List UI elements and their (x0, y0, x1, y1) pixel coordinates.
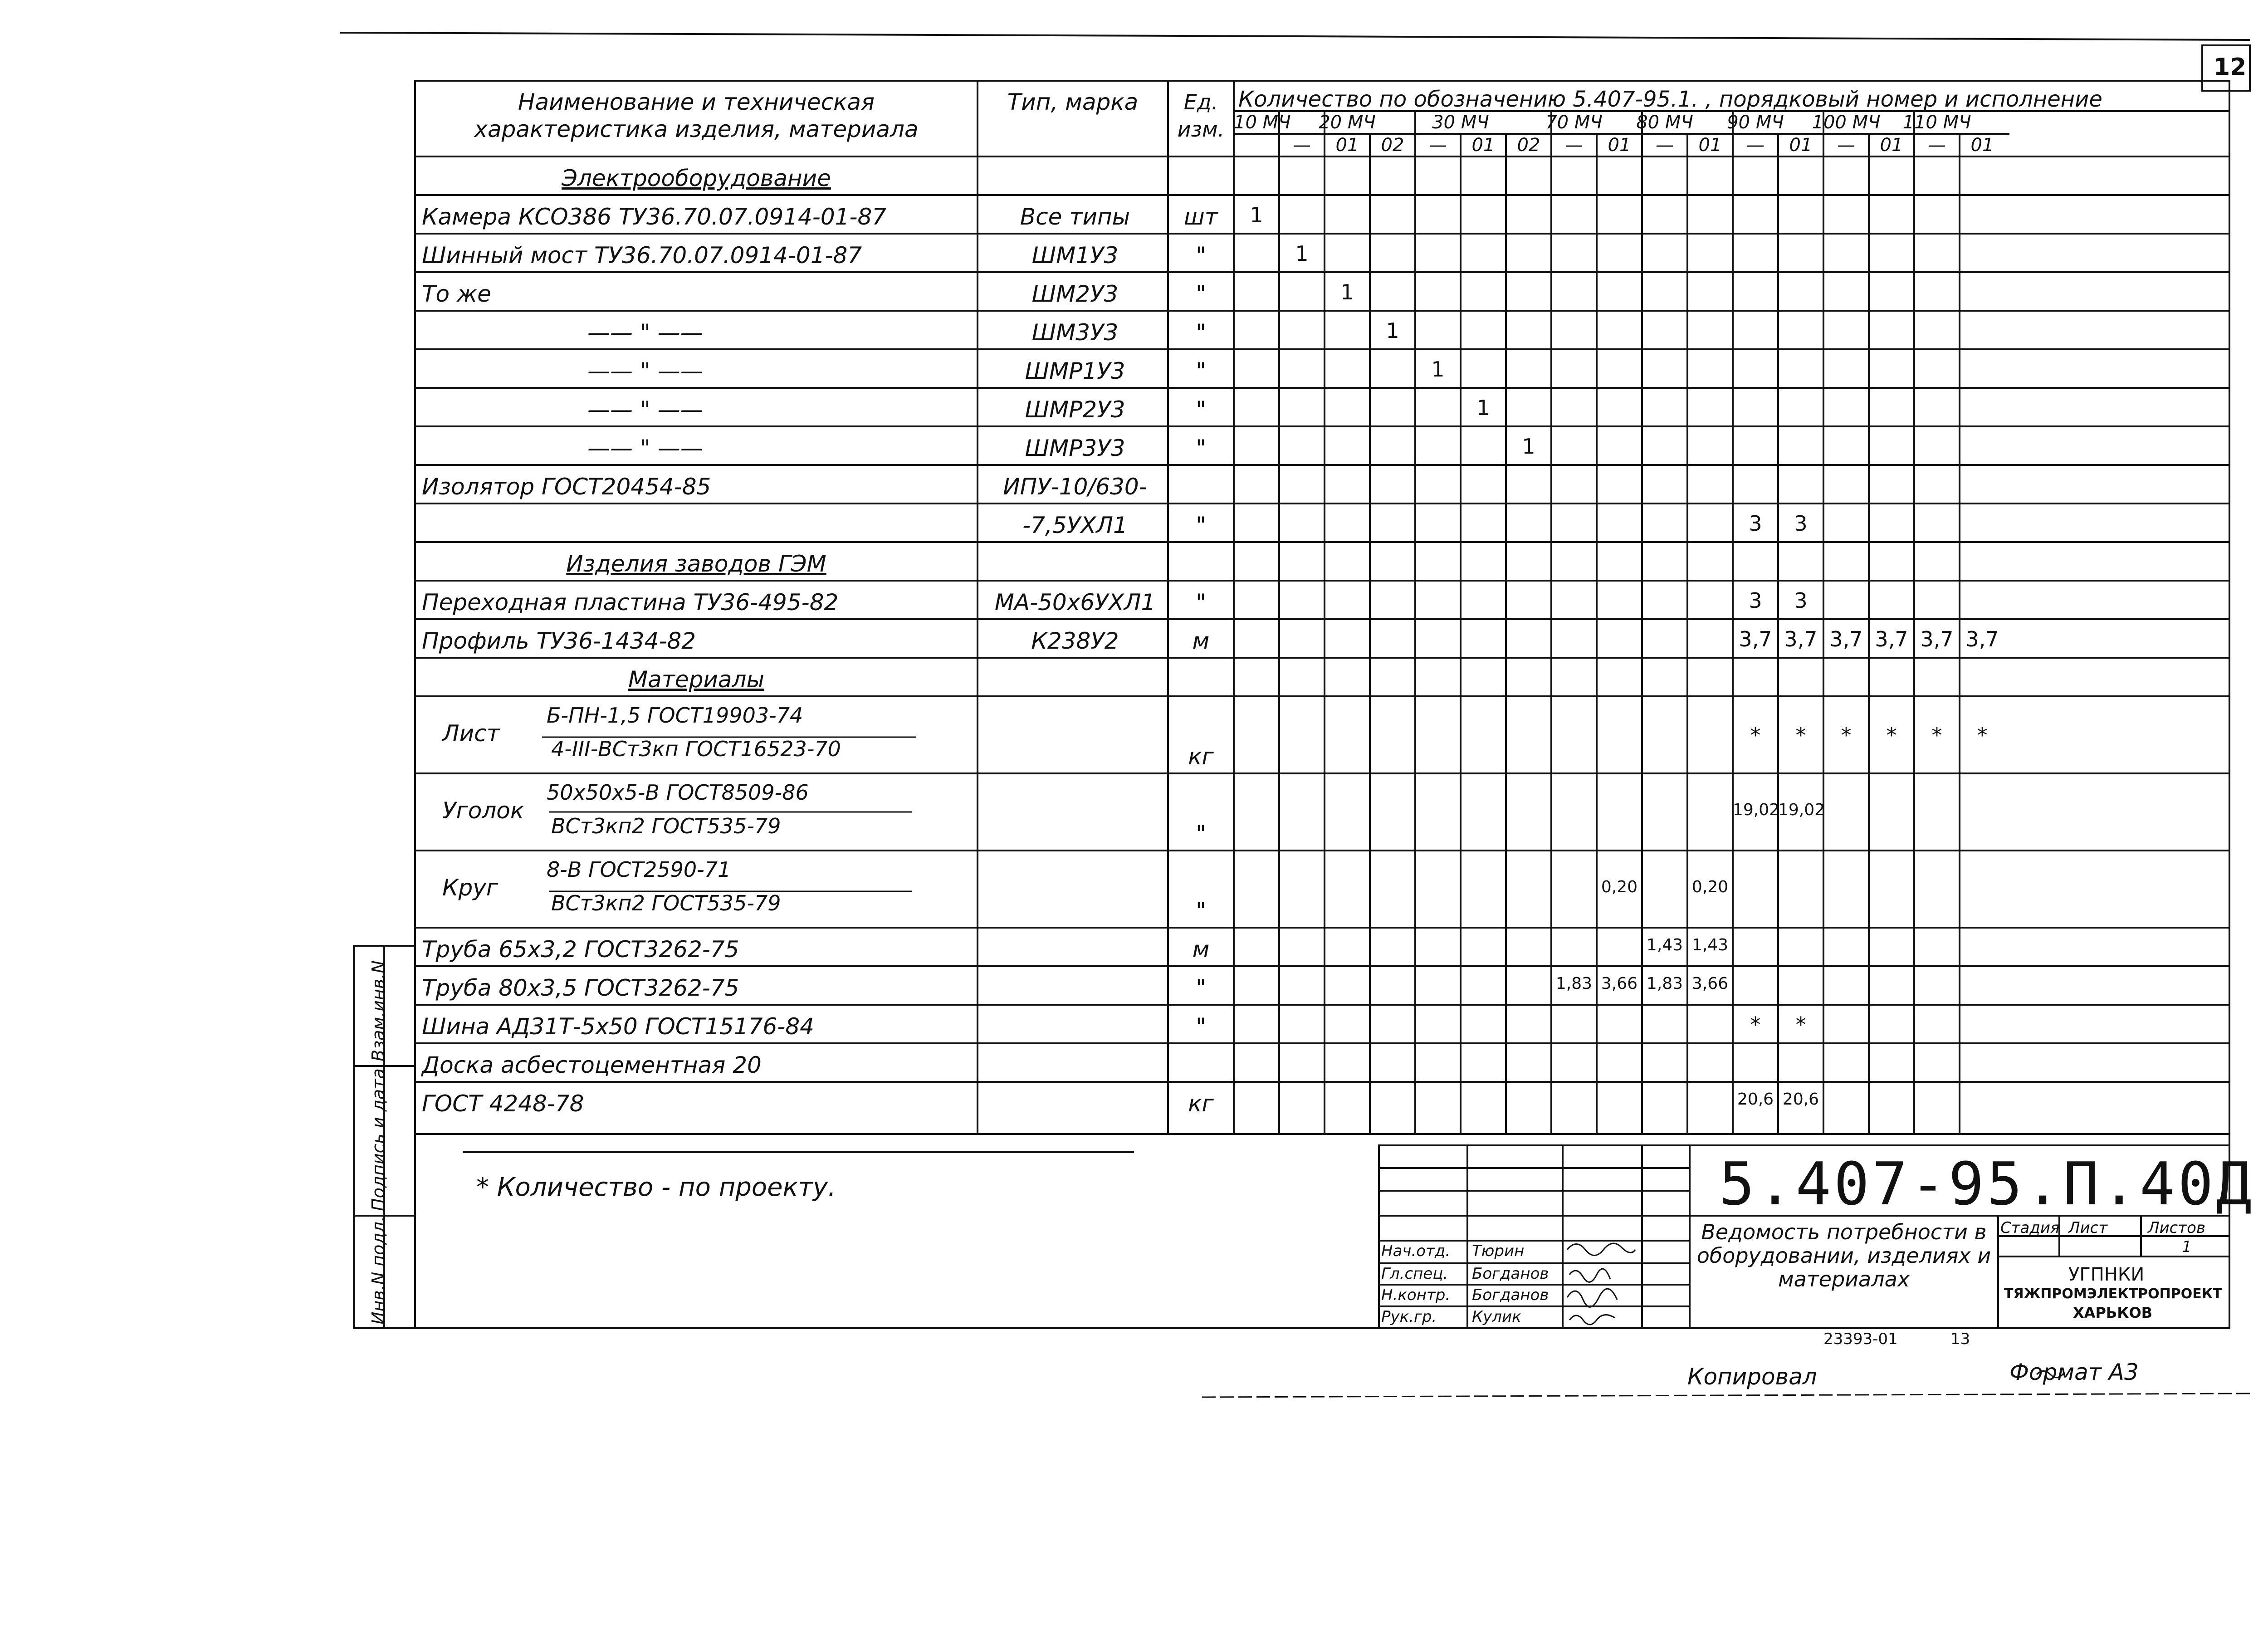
table-row (415, 388, 2229, 426)
item-name: Шина АД31Т-5х50 ГОСТ15176-84 (422, 1013, 814, 1040)
item-name: Лист (442, 720, 500, 747)
item-name: Изолятор ГОСТ20454-85 (422, 474, 711, 500)
side-label-inventory: Инв.N подл. (368, 1216, 388, 1325)
item-unit: " (1196, 281, 1206, 307)
quantity-cell: 20,6 (1737, 1090, 1774, 1109)
item-unit: " (1196, 975, 1206, 1001)
table-row (415, 581, 2229, 619)
table-row (415, 426, 2229, 465)
quantity-cell: 3,7 (1784, 626, 1818, 651)
item-unit: кг (1188, 1090, 1214, 1117)
table-row (415, 658, 2229, 696)
item-unit: " (1196, 1013, 1206, 1040)
item-name: Труба 80х3,5 ГОСТ3262-75 (422, 975, 739, 1001)
table-row (415, 349, 2229, 388)
item-unit: " (1196, 512, 1206, 538)
quantity-cell: 3,7 (1829, 626, 1863, 651)
item-spec-top: Б-ПН-1,5 ГОСТ19903-74 (547, 703, 803, 728)
item-name: Уголок (442, 797, 524, 824)
item-unit: " (1196, 242, 1206, 269)
variant-label: 01 (1970, 135, 1994, 156)
quantity-cell: 3,66 (1691, 974, 1729, 993)
quantity-cell: 1 (1431, 357, 1445, 381)
org-line-3: ХАРЬКОВ (2073, 1304, 2153, 1321)
item-spec-bottom: ВСт3кп2 ГОСТ535-79 (551, 814, 781, 838)
item-spec-top: 50х50х5-В ГОСТ8509-86 (547, 780, 809, 805)
variant-label: — (1293, 135, 1311, 156)
table-row (415, 1082, 2229, 1120)
side-label-replace: Взам.инв.N (368, 960, 388, 1061)
item-type: ШМР3У3 (1025, 435, 1125, 461)
item-name: Переходная пластина ТУ36-495-82 (422, 589, 839, 616)
staff-role: Нач.отд. (1381, 1242, 1451, 1260)
table-row (415, 773, 2229, 851)
item-unit: " (1196, 358, 1206, 384)
staff-name: Кулик (1472, 1308, 1521, 1326)
document-title: Ведомость потребности в оборудовании, изделиях и материалах (1696, 1220, 1991, 1291)
item-type: -7,5УХЛ1 (1022, 512, 1128, 538)
variant-label: — (1928, 135, 1946, 156)
item-type: К238У2 (1031, 628, 1119, 654)
quantity-cell: 20,6 (1782, 1090, 1819, 1109)
section-heading: Материалы (628, 666, 764, 693)
variant-label: — (1429, 135, 1447, 156)
item-spec-bottom: ВСт3кп2 ГОСТ535-79 (551, 891, 781, 915)
ditto-mark: —— " —— (587, 396, 703, 423)
org-line-1: УГПНКИ (2068, 1264, 2145, 1285)
item-type: ШМР2У3 (1025, 396, 1125, 423)
item-type: ШМ3У3 (1031, 319, 1119, 346)
format-label: Формат А3 (2009, 1359, 2139, 1385)
quantity-cell: 3,7 (1875, 626, 1908, 651)
variant-label: 02 (1517, 135, 1540, 156)
quantity-cell: 1 (1340, 279, 1354, 304)
variant-label: 01 (1608, 135, 1631, 156)
quantity-cell: * (1841, 723, 1852, 748)
quantity-cell: * (1750, 1012, 1761, 1037)
stage-label: Стадия (2000, 1219, 2060, 1237)
quantity-cell: 1,83 (1555, 974, 1593, 993)
item-unit: " (1196, 396, 1206, 423)
variant-label: — (1656, 135, 1674, 156)
table-row (415, 696, 2229, 773)
item-name: Доска асбестоцементная 20 (422, 1052, 762, 1078)
item-unit: " (1196, 821, 1206, 847)
quantity-cell: 1 (1476, 395, 1490, 420)
variant-label: 01 (1698, 135, 1722, 156)
item-unit: кг (1188, 743, 1214, 770)
variant-label: 01 (1789, 135, 1813, 156)
quantity-cell: 3,7 (1965, 626, 1999, 651)
table-row (415, 311, 2229, 349)
variant-label: — (1746, 135, 1765, 156)
designation: 5.407-95.П.40Д (1719, 1149, 2254, 1218)
item-type: ШМ2У3 (1031, 281, 1119, 307)
quantity-cell: * (1795, 723, 1806, 748)
org-line-2: ТЯЖПРОМЭЛЕКТРОПРОЕКТ (2004, 1286, 2222, 1302)
item-type: Все типы (1020, 204, 1130, 230)
quantity-cell: 1,43 (1646, 935, 1683, 954)
item-type: ШМ1У3 (1031, 242, 1119, 269)
group-label: 90 МЧ (1727, 112, 1784, 133)
quantity-cell: 0,20 (1601, 878, 1638, 896)
quantity-cell: 3,7 (1920, 626, 1954, 651)
quantity-cell: 3 (1794, 588, 1808, 613)
side-label-signature: Подпись и дата (368, 1068, 388, 1211)
section-heading: Электрооборудование (562, 165, 831, 191)
item-unit: " (1196, 319, 1206, 346)
item-unit: " (1196, 589, 1206, 616)
table-row (415, 1043, 2229, 1082)
group-label: 70 МЧ (1545, 112, 1603, 133)
staff-name: Тюрин (1472, 1242, 1525, 1260)
quantity-cell: 0,20 (1691, 878, 1729, 896)
item-name: Шинный мост ТУ36.70.07.0914-01-87 (422, 242, 862, 269)
table-row (415, 619, 2229, 658)
quantity-cell: 1 (1295, 241, 1309, 266)
variant-label: — (1565, 135, 1583, 156)
group-label: 10 МЧ (1234, 112, 1291, 133)
item-type: ИПУ-10/630- (1003, 474, 1147, 500)
item-unit: шт (1184, 204, 1218, 230)
item-unit: м (1192, 936, 1210, 963)
quantity-cell: 1,83 (1646, 974, 1683, 993)
quantity-cell: * (1931, 723, 1942, 748)
variant-label: 01 (1880, 135, 1903, 156)
staff-role: Рук.гр. (1381, 1308, 1437, 1326)
ditto-mark: —— " —— (587, 358, 703, 384)
item-spec-bottom: 4-III-ВСт3кп ГОСТ16523-70 (551, 737, 841, 761)
archive-number: 23393-01 (1823, 1330, 1898, 1348)
sheet-label: Лист (2068, 1219, 2108, 1237)
table-row (415, 966, 2229, 1005)
group-label: 80 МЧ (1636, 112, 1693, 133)
item-name: Камера КСО386 ТУ36.70.07.0914-01-87 (422, 204, 887, 230)
ditto-mark: —— " —— (587, 319, 703, 346)
sheet-number: 12 (2214, 54, 2247, 81)
table-row (415, 195, 2229, 234)
group-label: 100 МЧ (1812, 112, 1881, 133)
quantity-cell: 1,43 (1691, 935, 1729, 954)
header-unit: Ед. изм. (1177, 90, 1225, 142)
item-name: Круг (442, 875, 499, 901)
group-label: 20 МЧ (1319, 112, 1376, 133)
item-type: ШМР1У3 (1025, 358, 1125, 384)
item-unit: " (1196, 898, 1206, 924)
table-row (415, 504, 2229, 542)
quantity-cell: 1 (1250, 202, 1263, 227)
quantity-cell: 3,66 (1601, 974, 1638, 993)
item-name: Профиль ТУ36-1434-82 (422, 628, 696, 654)
sheets-label: Листов (2148, 1219, 2206, 1237)
item-unit: " (1196, 435, 1206, 461)
staff-role: Н.контр. (1381, 1286, 1451, 1304)
quantity-cell: * (1977, 723, 1988, 748)
quantity-cell: 3 (1749, 588, 1762, 613)
group-label: 30 МЧ (1432, 112, 1489, 133)
header-quantity: Количество по обозначению 5.407-95.1. , порядковый номер и исполнение (1238, 87, 2102, 112)
quantity-cell: 3 (1749, 511, 1762, 536)
item-name: То же (422, 281, 491, 307)
quantity-cell: * (1750, 723, 1761, 748)
quantity-cell: 19,02 (1733, 801, 1780, 819)
quantity-cell: * (1795, 1012, 1806, 1037)
table-row (415, 1005, 2229, 1043)
copied-by: Копировал (1687, 1364, 1817, 1390)
ditto-mark: —— " —— (587, 435, 703, 461)
quantity-cell: 1 (1522, 434, 1535, 459)
sheets-value: 1 (2182, 1238, 2192, 1256)
page-number: 13 (1950, 1330, 1970, 1348)
table-row (415, 272, 2229, 311)
quantity-cell: 1 (1386, 318, 1399, 343)
section-heading: Изделия заводов ГЭМ (566, 551, 826, 577)
quantity-cell: 3,7 (1739, 626, 1772, 651)
table-row (415, 156, 2229, 195)
staff-role: Гл.спец. (1381, 1265, 1448, 1283)
group-label: 110 МЧ (1902, 112, 1971, 133)
table-row (415, 851, 2229, 928)
quantity-cell: * (1886, 723, 1897, 748)
staff-name: Богданов (1472, 1265, 1549, 1283)
table-row (415, 542, 2229, 581)
table-row (415, 234, 2229, 272)
table-row (415, 465, 2229, 504)
variant-label: 02 (1381, 135, 1404, 156)
staff-name: Богданов (1472, 1286, 1549, 1304)
quantity-cell: 3 (1794, 511, 1808, 536)
item-spec-top: 8-В ГОСТ2590-71 (547, 857, 731, 882)
variant-label: 01 (1471, 135, 1495, 156)
header-name: Наименование и техническая характеристика изделия, материала (474, 89, 919, 142)
header-type: Тип, марка (1007, 89, 1139, 115)
quantity-cell: 19,02 (1778, 801, 1825, 819)
item-name: Труба 65х3,2 ГОСТ3262-75 (422, 936, 739, 963)
item-name: ГОСТ 4248-78 (422, 1090, 584, 1117)
table-row (415, 928, 2229, 966)
item-type: МА-50х6УХЛ1 (994, 589, 1156, 616)
footnote: * Количество - по проекту. (476, 1173, 836, 1202)
variant-label: 01 (1335, 135, 1359, 156)
variant-label: — (1837, 135, 1855, 156)
item-unit: м (1192, 628, 1210, 654)
